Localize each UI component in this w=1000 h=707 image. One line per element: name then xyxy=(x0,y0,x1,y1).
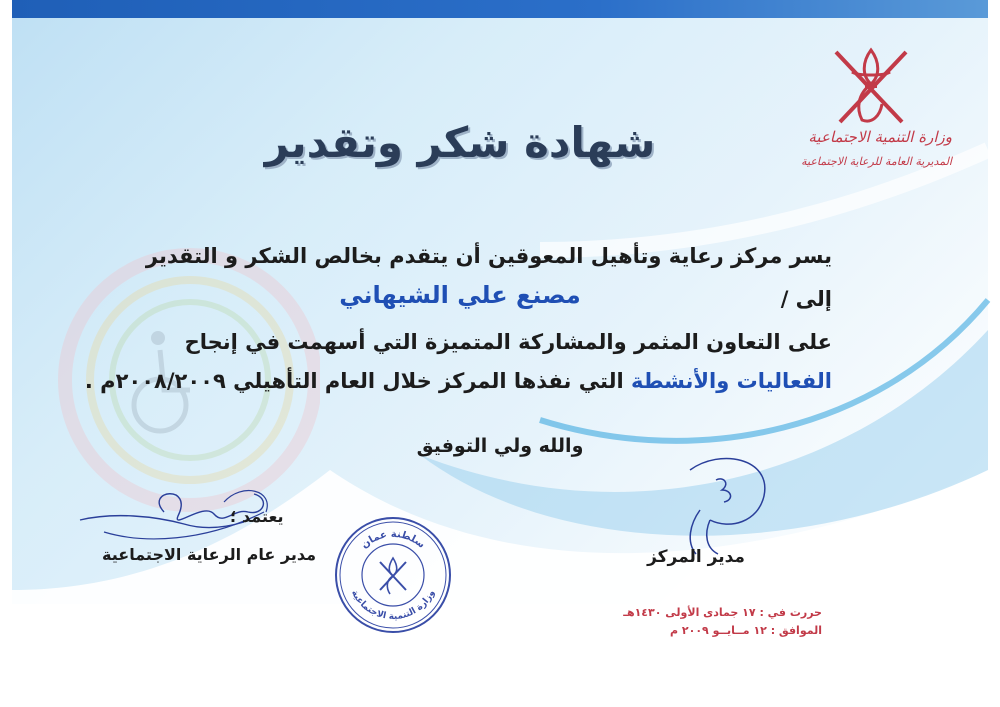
approved-label: يعتمد ؛ xyxy=(230,507,284,526)
activities-rest: التي نفذها المركز خلال العام التأهيلي ٢٠٠٨/٢٠٠٩م . xyxy=(84,369,631,393)
activities-highlight: الفعاليات والأنشطة xyxy=(630,369,832,393)
center-director-title: مدير المركز xyxy=(647,547,745,567)
ministry-name: وزارة التنمية الاجتماعية xyxy=(808,128,952,146)
svg-text:سلطنة عمان xyxy=(359,529,426,551)
issued-date-gregorian: الموافق : ١٢ مــايــو ٢٠٠٩ م xyxy=(670,624,822,637)
closing-phrase: والله ولي التوفيق xyxy=(416,435,584,457)
body-line-cooperation: على التعاون المثمر والمشاركة المتميزة التي أسهمت في إنجاح xyxy=(184,330,832,354)
recipient-name: مصنع علي الشيهاني xyxy=(339,281,581,309)
ministry-seal-stamp-icon xyxy=(332,514,454,636)
oman-khanjar-emblem-icon xyxy=(828,42,914,134)
department-name: المديرية العامة للرعاية الاجتماعية xyxy=(801,155,952,168)
stamp-text-top: سلطنة عمان xyxy=(359,528,427,551)
certificate-title: شهادة شكر وتقدير xyxy=(264,118,656,167)
handwritten-signature-icon xyxy=(660,450,780,560)
body-line-thanks: يسر مركز رعاية وتأهيل المعوقين أن يتقدم بخالص الشكر و التقدير xyxy=(145,244,832,268)
to-label: إلى / xyxy=(780,287,832,311)
body-line-activities xyxy=(84,369,832,393)
issued-date-hijri: حررت في : ١٧ جمادى الأولى ١٤٣٠هـ xyxy=(623,606,822,619)
svg-text:وزارة التنمية الاجتماعية xyxy=(349,589,437,622)
stamp-text-bottom: وزارة التنمية الاجتماعية xyxy=(348,588,438,623)
director-general-title: مدير عام الرعاية الاجتماعية xyxy=(102,545,316,564)
